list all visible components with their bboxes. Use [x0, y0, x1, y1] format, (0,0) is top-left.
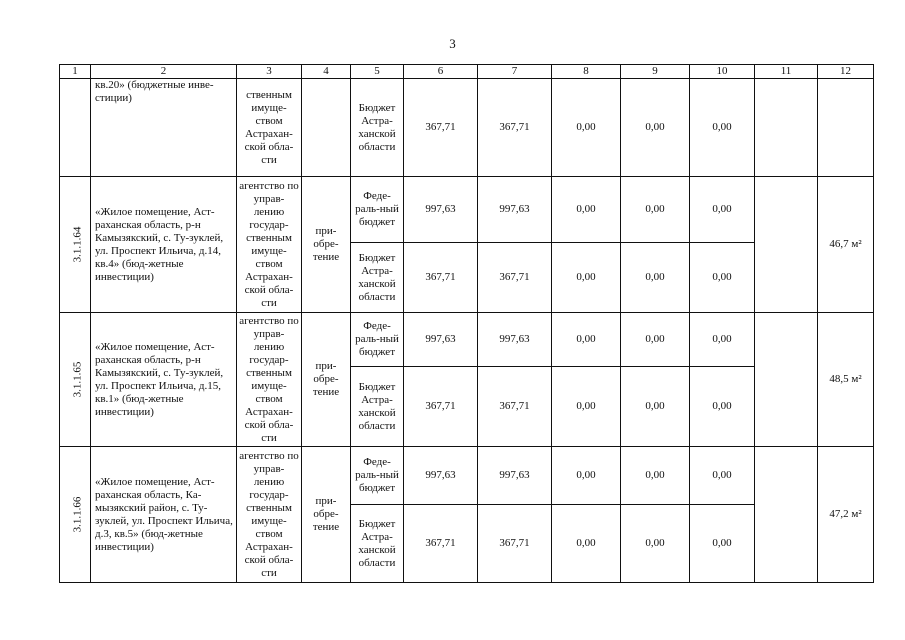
column-header: 5 — [351, 65, 404, 79]
source-cell: Бюджет Астра-ханской области — [351, 243, 404, 313]
type-cell: при-обре-тение — [302, 313, 351, 447]
value-cell: 0,00 — [552, 367, 621, 447]
description-cell: «Жилое помещение, Аст-раханская область, р-н Камызякский, с. Ту-зуклей, ул. Проспект Ильича, д.15, кв.1» (бюд-жетные инвестиции) — [91, 313, 237, 447]
code-cell — [60, 79, 91, 177]
value-cell: 0,00 — [690, 79, 755, 177]
value-cell: 367,71 — [404, 367, 478, 447]
budget-table — [59, 64, 874, 583]
value-cell: 0,00 — [690, 367, 755, 447]
table-row-continuation — [60, 79, 874, 177]
agency-cell: агентство по управ-лению государ-ственным имуще-ством Астрахан-ской обла-сти — [237, 447, 302, 583]
value-cell: 0,00 — [621, 367, 690, 447]
source-cell: Бюджет Астра-ханской области — [351, 79, 404, 177]
source-cell: Бюджет Астра-ханской области — [351, 505, 404, 583]
header-row — [60, 65, 874, 79]
area-cell: 47,2 м² — [818, 447, 874, 583]
value-cell: 0,00 — [621, 177, 690, 243]
value-cell: 0,00 — [552, 243, 621, 313]
value-cell: 367,71 — [404, 243, 478, 313]
value-cell: 997,63 — [478, 447, 552, 505]
value-cell: 0,00 — [621, 243, 690, 313]
value-cell: 997,63 — [478, 313, 552, 367]
column-header: 11 — [755, 65, 818, 79]
type-cell — [302, 79, 351, 177]
description-cell: «Жилое помещение, Аст-раханская область, р-н Камызякский, с. Ту-зуклей, ул. Проспект Ильича, д.14, кв.4» (бюд-жетные инвестиции) — [91, 177, 237, 313]
value-cell: 997,63 — [478, 177, 552, 243]
column-header: 9 — [621, 65, 690, 79]
source-cell: Феде-раль-ный бюджет — [351, 313, 404, 367]
value-cell: 367,71 — [478, 79, 552, 177]
value-cell: 0,00 — [552, 79, 621, 177]
empty-cell — [755, 447, 818, 583]
column-header: 10 — [690, 65, 755, 79]
value-cell: 367,71 — [404, 505, 478, 583]
column-header: 4 — [302, 65, 351, 79]
type-cell: при-обре-тение — [302, 177, 351, 313]
value-cell: 367,71 — [478, 243, 552, 313]
column-header: 3 — [237, 65, 302, 79]
value-cell: 367,71 — [478, 367, 552, 447]
area-cell: 48,5 м² — [818, 313, 874, 447]
value-cell: 0,00 — [552, 177, 621, 243]
code-cell: 3.1.1.64 — [60, 177, 91, 313]
value-cell: 0,00 — [552, 313, 621, 367]
column-header: 12 — [818, 65, 874, 79]
value-cell: 0,00 — [552, 447, 621, 505]
agency-cell: ственным имуще-ством Астрахан-ской обла-сти — [237, 79, 302, 177]
value-cell: 997,63 — [404, 313, 478, 367]
column-header: 2 — [91, 65, 237, 79]
empty-cell — [755, 177, 818, 313]
area-cell: 46,7 м² — [818, 177, 874, 313]
empty-cell — [755, 313, 818, 447]
code-cell: 3.1.1.65 — [60, 313, 91, 447]
page-number: 3 — [449, 36, 456, 51]
value-cell: 0,00 — [690, 243, 755, 313]
value-cell: 0,00 — [552, 505, 621, 583]
value-cell: 0,00 — [690, 505, 755, 583]
column-header: 7 — [478, 65, 552, 79]
source-cell: Феде-раль-ный бюджет — [351, 447, 404, 505]
value-cell: 0,00 — [621, 79, 690, 177]
table-row — [60, 447, 874, 505]
value-cell: 0,00 — [621, 505, 690, 583]
value-cell: 367,71 — [478, 505, 552, 583]
code-cell: 3.1.1.66 — [60, 447, 91, 583]
value-cell: 0,00 — [690, 313, 755, 367]
column-header: 6 — [404, 65, 478, 79]
value-cell: 997,63 — [404, 177, 478, 243]
value-cell: 997,63 — [404, 447, 478, 505]
description-cell: «Жилое помещение, Аст-раханская область, Ка-мызякский район, с. Ту-зуклей, ул. Проспект Ильича, д.3, кв.5» (бюд-жетные инвестиции) — [91, 447, 237, 583]
source-cell: Феде-раль-ный бюджет — [351, 177, 404, 243]
value-cell: 0,00 — [690, 177, 755, 243]
value-cell: 367,71 — [404, 79, 478, 177]
agency-cell: агентство по управ-лению государ-ственным имуще-ством Астрахан-ской обла-сти — [237, 313, 302, 447]
column-header: 1 — [60, 65, 91, 79]
value-cell: 0,00 — [621, 447, 690, 505]
value-cell: 0,00 — [621, 313, 690, 367]
table-row — [60, 313, 874, 367]
column-header: 8 — [552, 65, 621, 79]
type-cell: при-обре-тение — [302, 447, 351, 583]
source-cell: Бюджет Астра-ханской области — [351, 367, 404, 447]
empty-cell — [755, 79, 818, 177]
agency-cell: агентство по управ-лению государ-ственным имуще-ством Астрахан-ской обла-сти — [237, 177, 302, 313]
description-cell: кв.20» (бюджетные инве-стиции) — [91, 79, 237, 177]
table-row — [60, 177, 874, 243]
value-cell: 0,00 — [690, 447, 755, 505]
area-cell — [818, 79, 874, 177]
